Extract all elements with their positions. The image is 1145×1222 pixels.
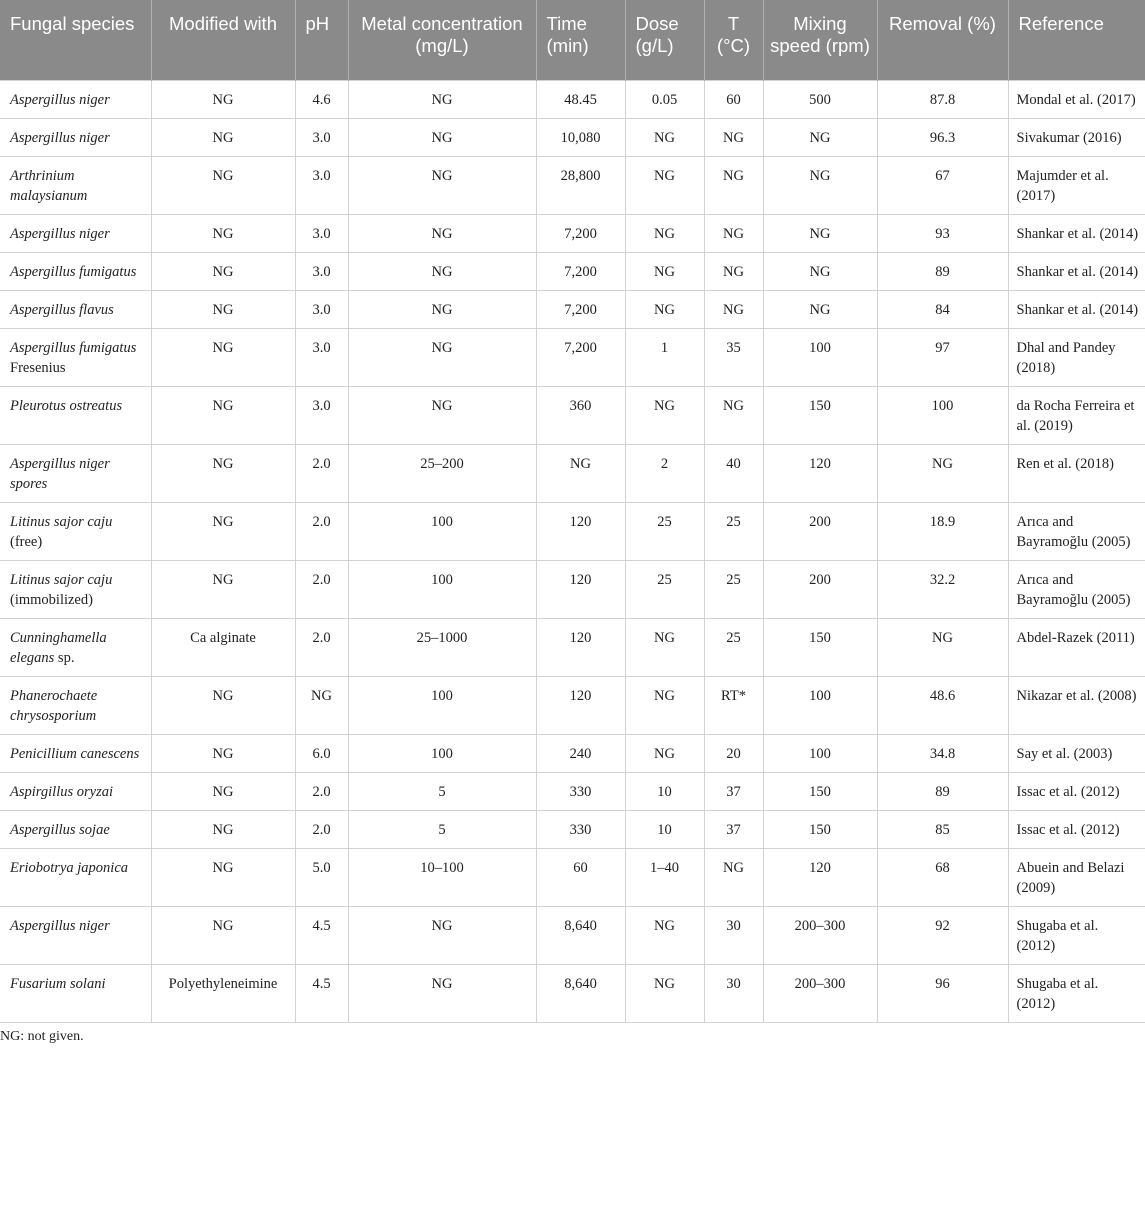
table-row <box>0 290 1145 328</box>
cell-mixing-speed: 100 <box>763 734 877 772</box>
cell-mixing-speed: 200–300 <box>763 964 877 1022</box>
cell-metal-concentration: 25–200 <box>348 444 536 502</box>
cell-removal: 85 <box>877 810 1008 848</box>
cell-fungal-species <box>0 772 151 810</box>
cell-temperature: 30 <box>704 906 763 964</box>
cell-fungal-species <box>0 156 151 214</box>
cell-modified-with: NG <box>151 848 295 906</box>
species-name: Aspergillus flavus <box>10 301 114 318</box>
cell-mixing-speed: NG <box>763 252 877 290</box>
cell-metal-concentration: NG <box>348 964 536 1022</box>
cell-modified-with: NG <box>151 906 295 964</box>
table-body <box>0 80 1145 1022</box>
cell-modified-with: NG <box>151 772 295 810</box>
cell-metal-concentration: NG <box>348 328 536 386</box>
cell-time: NG <box>536 444 625 502</box>
cell-ph: 2.0 <box>295 444 348 502</box>
cell-fungal-species <box>0 502 151 560</box>
cell-mixing-speed: 200 <box>763 502 877 560</box>
cell-metal-concentration: NG <box>348 214 536 252</box>
cell-modified-with: NG <box>151 386 295 444</box>
cell-fungal-species <box>0 848 151 906</box>
cell-modified-with: Ca alginate <box>151 618 295 676</box>
cell-ph: 5.0 <box>295 848 348 906</box>
table-row <box>0 156 1145 214</box>
cell-mixing-speed: 120 <box>763 444 877 502</box>
cell-dose: NG <box>625 118 704 156</box>
cell-mixing-speed: 200 <box>763 560 877 618</box>
cell-modified-with: NG <box>151 560 295 618</box>
cell-dose: 1–40 <box>625 848 704 906</box>
cell-dose: NG <box>625 964 704 1022</box>
col-header-fungal-species: Fungal species <box>0 0 151 80</box>
cell-mixing-speed: 150 <box>763 386 877 444</box>
cell-time: 60 <box>536 848 625 906</box>
cell-metal-concentration: NG <box>348 80 536 118</box>
cell-reference: da Rocha Ferreira et al. (2019) <box>1008 386 1145 444</box>
cell-ph: 2.0 <box>295 560 348 618</box>
cell-removal: 48.6 <box>877 676 1008 734</box>
cell-time: 120 <box>536 502 625 560</box>
cell-fungal-species <box>0 810 151 848</box>
table-row <box>0 676 1145 734</box>
cell-removal: NG <box>877 444 1008 502</box>
cell-ph: 6.0 <box>295 734 348 772</box>
cell-temperature: NG <box>704 156 763 214</box>
cell-reference: Nikazar et al. (2008) <box>1008 676 1145 734</box>
cell-ph: 3.0 <box>295 328 348 386</box>
table-row <box>0 80 1145 118</box>
cell-time: 360 <box>536 386 625 444</box>
cell-dose: NG <box>625 252 704 290</box>
cell-dose: 25 <box>625 560 704 618</box>
table-row <box>0 560 1145 618</box>
cell-temperature: NG <box>704 118 763 156</box>
cell-reference: Dhal and Pandey (2018) <box>1008 328 1145 386</box>
cell-reference: Abdel-Razek (2011) <box>1008 618 1145 676</box>
cell-dose: NG <box>625 676 704 734</box>
cell-fungal-species <box>0 252 151 290</box>
cell-mixing-speed: 100 <box>763 676 877 734</box>
cell-mixing-speed: 500 <box>763 80 877 118</box>
cell-metal-concentration: 100 <box>348 734 536 772</box>
cell-modified-with: NG <box>151 80 295 118</box>
cell-ph: 4.5 <box>295 906 348 964</box>
col-header-dose: Dose (g/L) <box>625 0 704 80</box>
cell-time: 10,080 <box>536 118 625 156</box>
cell-temperature: NG <box>704 252 763 290</box>
species-name: Aspergillus fumigatus <box>10 263 137 280</box>
cell-reference: Abuein and Belazi (2009) <box>1008 848 1145 906</box>
col-header-modified-with: Modified with <box>151 0 295 80</box>
table-row <box>0 618 1145 676</box>
table-row <box>0 444 1145 502</box>
cell-removal: 96.3 <box>877 118 1008 156</box>
cell-time: 8,640 <box>536 906 625 964</box>
cell-time: 330 <box>536 810 625 848</box>
col-header-removal: Removal (%) <box>877 0 1008 80</box>
species-name: Aspergillus niger <box>10 91 110 108</box>
cell-temperature: 37 <box>704 810 763 848</box>
cell-ph: 3.0 <box>295 386 348 444</box>
cell-modified-with: NG <box>151 444 295 502</box>
cell-removal: NG <box>877 618 1008 676</box>
cell-fungal-species <box>0 906 151 964</box>
cell-removal: 32.2 <box>877 560 1008 618</box>
cell-metal-concentration: 5 <box>348 810 536 848</box>
cell-modified-with: NG <box>151 214 295 252</box>
species-name: Eriobotrya japonica <box>10 859 129 876</box>
cell-fungal-species <box>0 328 151 386</box>
cell-time: 120 <box>536 676 625 734</box>
cell-metal-concentration: 5 <box>348 772 536 810</box>
table-row <box>0 734 1145 772</box>
cell-mixing-speed: NG <box>763 214 877 252</box>
table-row <box>0 386 1145 444</box>
cell-removal: 96 <box>877 964 1008 1022</box>
cell-reference: Ren et al. (2018) <box>1008 444 1145 502</box>
cell-temperature: NG <box>704 290 763 328</box>
table-row <box>0 252 1145 290</box>
cell-reference: Majumder et al. (2017) <box>1008 156 1145 214</box>
cell-reference: Mondal et al. (2017) <box>1008 80 1145 118</box>
species-name: Aspergillus fumigatus <box>10 339 137 356</box>
cell-ph: 2.0 <box>295 772 348 810</box>
cell-modified-with: NG <box>151 156 295 214</box>
col-header-metal-concentration: Metal concentration (mg/L) <box>348 0 536 80</box>
species-name: Arthrinium malaysianum <box>10 167 88 204</box>
cell-modified-with: NG <box>151 676 295 734</box>
cell-reference: Shugaba et al. (2012) <box>1008 964 1145 1022</box>
species-name: Cunninghamella elegans <box>10 629 107 666</box>
cell-reference: Arıca and Bayramoğlu (2005) <box>1008 560 1145 618</box>
cell-removal: 84 <box>877 290 1008 328</box>
species-name: Phanerochaete chrysosporium <box>10 687 98 724</box>
cell-metal-concentration: 100 <box>348 560 536 618</box>
cell-metal-concentration: NG <box>348 906 536 964</box>
cell-fungal-species <box>0 118 151 156</box>
cell-ph: 3.0 <box>295 290 348 328</box>
cell-reference: Arıca and Bayramoğlu (2005) <box>1008 502 1145 560</box>
cell-modified-with: Polyethyleneimine <box>151 964 295 1022</box>
cell-modified-with: NG <box>151 328 295 386</box>
cell-dose: NG <box>625 734 704 772</box>
cell-time: 7,200 <box>536 290 625 328</box>
cell-reference: Shankar et al. (2014) <box>1008 290 1145 328</box>
cell-fungal-species <box>0 290 151 328</box>
cell-removal: 93 <box>877 214 1008 252</box>
cell-mixing-speed: 200–300 <box>763 906 877 964</box>
cell-removal: 34.8 <box>877 734 1008 772</box>
species-name: Aspergillus niger <box>10 225 110 242</box>
species-name: Aspergillus niger <box>10 917 110 934</box>
cell-ph: 4.6 <box>295 80 348 118</box>
cell-fungal-species <box>0 964 151 1022</box>
table-row <box>0 964 1145 1022</box>
table-row <box>0 848 1145 906</box>
footnote: NG: not given. <box>0 1028 84 1044</box>
cell-fungal-species <box>0 386 151 444</box>
cell-reference: Shugaba et al. (2012) <box>1008 906 1145 964</box>
cell-mixing-speed: 150 <box>763 618 877 676</box>
cell-dose: 10 <box>625 772 704 810</box>
species-name: Pleurotus ostreatus <box>10 397 123 414</box>
cell-reference: Issac et al. (2012) <box>1008 810 1145 848</box>
cell-removal: 89 <box>877 772 1008 810</box>
cell-modified-with: NG <box>151 810 295 848</box>
table-row <box>0 502 1145 560</box>
cell-ph: 2.0 <box>295 502 348 560</box>
cell-time: 7,200 <box>536 214 625 252</box>
species-name: Aspergillus sojae <box>10 821 110 838</box>
species-name: Penicillium canescens <box>10 745 140 762</box>
cell-fungal-species <box>0 618 151 676</box>
cell-reference: Say et al. (2003) <box>1008 734 1145 772</box>
cell-temperature: 25 <box>704 560 763 618</box>
cell-ph: 3.0 <box>295 156 348 214</box>
cell-dose: NG <box>625 386 704 444</box>
cell-temperature: 40 <box>704 444 763 502</box>
cell-metal-concentration: NG <box>348 156 536 214</box>
cell-ph: 3.0 <box>295 118 348 156</box>
table-row <box>0 810 1145 848</box>
cell-mixing-speed: 100 <box>763 328 877 386</box>
cell-reference: Shankar et al. (2014) <box>1008 252 1145 290</box>
cell-reference: Shankar et al. (2014) <box>1008 214 1145 252</box>
cell-temperature: RT* <box>704 676 763 734</box>
cell-ph: 2.0 <box>295 810 348 848</box>
cell-modified-with: NG <box>151 118 295 156</box>
species-name: Aspergillus niger spores <box>10 455 110 492</box>
cell-modified-with: NG <box>151 734 295 772</box>
cell-dose: NG <box>625 214 704 252</box>
cell-removal: 89 <box>877 252 1008 290</box>
col-header-time: Time (min) <box>536 0 625 80</box>
cell-metal-concentration: NG <box>348 252 536 290</box>
cell-metal-concentration: 10–100 <box>348 848 536 906</box>
cell-time: 240 <box>536 734 625 772</box>
cell-mixing-speed: NG <box>763 290 877 328</box>
cell-metal-concentration: 25–1000 <box>348 618 536 676</box>
cell-mixing-speed: NG <box>763 118 877 156</box>
cell-temperature: 37 <box>704 772 763 810</box>
cell-removal: 97 <box>877 328 1008 386</box>
cell-metal-concentration: NG <box>348 290 536 328</box>
cell-reference: Issac et al. (2012) <box>1008 772 1145 810</box>
cell-temperature: 60 <box>704 80 763 118</box>
cell-removal: 18.9 <box>877 502 1008 560</box>
cell-temperature: 30 <box>704 964 763 1022</box>
col-header-mixing-speed: Mixing speed (rpm) <box>763 0 877 80</box>
species-name: Litinus sajor caju <box>10 571 113 588</box>
cell-time: 8,640 <box>536 964 625 1022</box>
cell-mixing-speed: NG <box>763 156 877 214</box>
cell-fungal-species <box>0 676 151 734</box>
cell-mixing-speed: 150 <box>763 772 877 810</box>
cell-time: 120 <box>536 560 625 618</box>
cell-modified-with: NG <box>151 252 295 290</box>
table-row <box>0 214 1145 252</box>
cell-dose: 1 <box>625 328 704 386</box>
cell-dose: 2 <box>625 444 704 502</box>
cell-fungal-species <box>0 734 151 772</box>
cell-time: 7,200 <box>536 252 625 290</box>
species-qualifier: sp. <box>57 649 75 666</box>
cell-metal-concentration: NG <box>348 118 536 156</box>
cell-temperature: NG <box>704 848 763 906</box>
cell-fungal-species <box>0 560 151 618</box>
cell-time: 120 <box>536 618 625 676</box>
col-header-ph: pH <box>295 0 348 80</box>
cell-removal: 68 <box>877 848 1008 906</box>
cell-ph: 3.0 <box>295 214 348 252</box>
col-header-reference: Reference <box>1008 0 1145 80</box>
cell-dose: NG <box>625 618 704 676</box>
species-qualifier: (free) <box>10 533 43 550</box>
cell-fungal-species <box>0 80 151 118</box>
cell-metal-concentration: NG <box>348 386 536 444</box>
table-row <box>0 906 1145 964</box>
table-row <box>0 118 1145 156</box>
cell-mixing-speed: 150 <box>763 810 877 848</box>
cell-removal: 92 <box>877 906 1008 964</box>
cell-temperature: 20 <box>704 734 763 772</box>
cell-dose: 10 <box>625 810 704 848</box>
cell-reference: Sivakumar (2016) <box>1008 118 1145 156</box>
cell-fungal-species <box>0 214 151 252</box>
species-name: Aspergillus niger <box>10 129 110 146</box>
cell-metal-concentration: 100 <box>348 502 536 560</box>
cell-temperature: 35 <box>704 328 763 386</box>
header-row <box>0 0 1145 80</box>
cell-modified-with: NG <box>151 290 295 328</box>
cell-metal-concentration: 100 <box>348 676 536 734</box>
cell-ph: 2.0 <box>295 618 348 676</box>
cell-ph: 4.5 <box>295 964 348 1022</box>
species-name: Aspirgillus oryzai <box>10 783 113 800</box>
cell-temperature: 25 <box>704 618 763 676</box>
species-qualifier: (immobilized) <box>10 591 93 608</box>
cell-time: 330 <box>536 772 625 810</box>
table-row <box>0 772 1145 810</box>
cell-time: 28,800 <box>536 156 625 214</box>
cell-dose: NG <box>625 290 704 328</box>
cell-mixing-speed: 120 <box>763 848 877 906</box>
species-name: Litinus sajor caju <box>10 513 113 530</box>
cell-dose: NG <box>625 906 704 964</box>
cell-ph: 3.0 <box>295 252 348 290</box>
cell-modified-with: NG <box>151 502 295 560</box>
species-name: Fusarium solani <box>10 975 106 992</box>
col-header-temperature: T (°C) <box>704 0 763 80</box>
cell-temperature: NG <box>704 386 763 444</box>
cell-dose: 0.05 <box>625 80 704 118</box>
cell-temperature: 25 <box>704 502 763 560</box>
cell-dose: 25 <box>625 502 704 560</box>
cell-removal: 67 <box>877 156 1008 214</box>
cell-ph: NG <box>295 676 348 734</box>
cell-dose: NG <box>625 156 704 214</box>
cell-time: 48.45 <box>536 80 625 118</box>
table-row <box>0 328 1145 386</box>
cell-temperature: NG <box>704 214 763 252</box>
cell-removal: 87.8 <box>877 80 1008 118</box>
species-qualifier: Fresenius <box>10 359 66 376</box>
cell-time: 7,200 <box>536 328 625 386</box>
cell-removal: 100 <box>877 386 1008 444</box>
cell-fungal-species <box>0 444 151 502</box>
